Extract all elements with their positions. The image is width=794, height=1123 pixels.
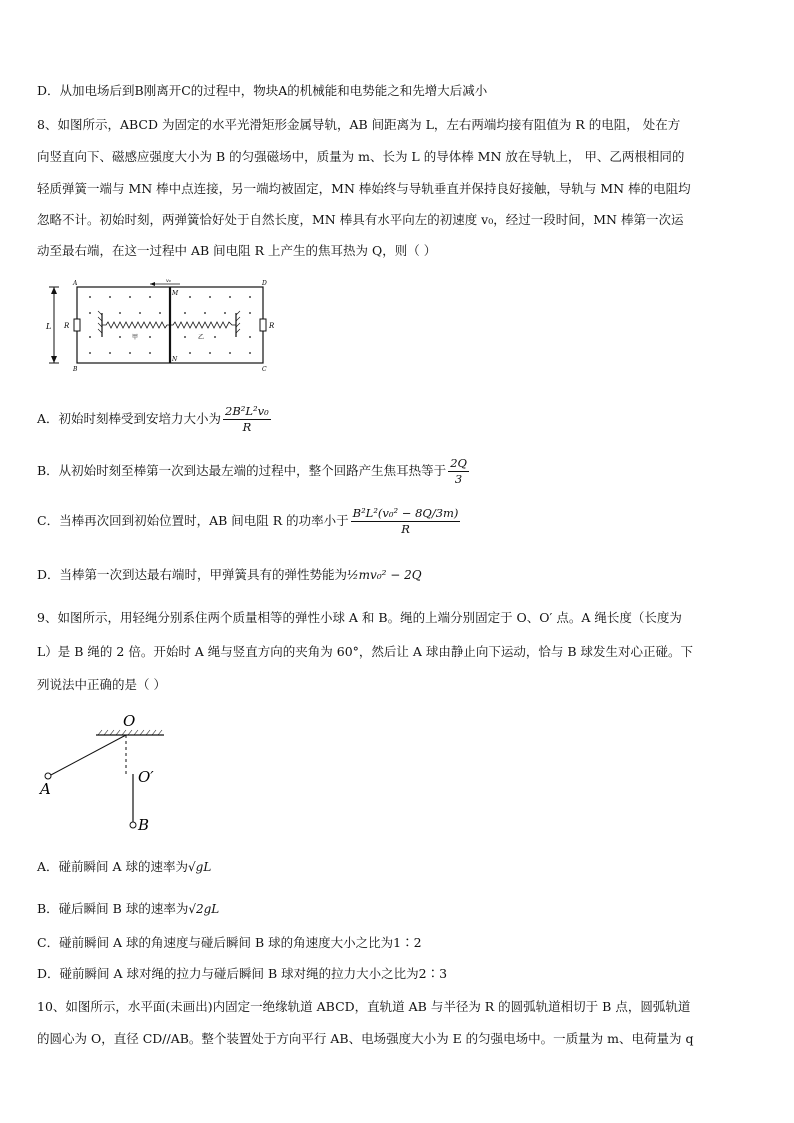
q8-corner-a: A (73, 280, 78, 287)
q8-option-b (37, 456, 469, 487)
q8-resistor-left-label: R (64, 322, 70, 330)
q8-option-c (37, 506, 460, 537)
q8-option-c-numerator: B²L²(v₀² − 8Q/3m) (352, 506, 459, 520)
q8-velocity-label: v₀ (166, 278, 171, 284)
q8-option-d (37, 566, 422, 584)
q8-spring-right-label: 乙 (198, 334, 205, 341)
q9-option-b (37, 900, 219, 918)
q8-option-a-text: A．初始时刻棒受到安培力大小为 (37, 411, 222, 426)
q8-line-2: 向竖直向下、磁感应强度大小为 B 的匀强磁场中，质量为 m、长为 L 的导体棒 MN 放在导轨上， 甲、乙两根相同的 (37, 149, 685, 164)
q10-line-2: 的圆心为 O，直径 CD//AB。整个装置处于方向平行 AB、电场强度大小为 E 的匀强电场中。一质量为 m、电荷量为 q (37, 1031, 694, 1046)
q8-option-d-expression: ½mv₀² − 2Q (347, 568, 422, 582)
q8-option-a-fraction (223, 404, 271, 435)
q9-option-b-text: B．碰后瞬间 B 球的速率为 (37, 901, 189, 916)
q8-corner-c: C (262, 366, 267, 373)
q9-label-o: O (123, 712, 136, 730)
q8-option-a-denominator: R (242, 420, 252, 434)
q9-option-c: C．碰前瞬间 A 球的角速度与碰后瞬间 B 球的角速度大小之比为1∶2 (37, 935, 422, 950)
q8-rod-m: M (172, 290, 179, 297)
q9-option-d: D．碰前瞬间 A 球对绳的拉力与碰后瞬间 B 球对绳的拉力大小之比为2∶3 (37, 966, 448, 981)
q9-line-3: 列说法中正确的是（ ） (37, 677, 166, 692)
q9-pendulum-figure (38, 708, 178, 838)
q8-rail-figure (40, 275, 280, 375)
q8-resistor-right-label: R (269, 322, 275, 330)
q8-option-a-numerator: 2B²L²v₀ (225, 404, 269, 418)
q8-option-b-fraction (448, 456, 469, 487)
q8-option-b-numerator: 2Q (450, 456, 467, 470)
q9-label-o-prime: O′ (138, 768, 154, 786)
q8-line-5: 动至最右端，在这一过程中 AB 间电阻 R 上产生的焦耳热为 Q，则（ ） (37, 243, 437, 258)
q8-option-b-denominator: 3 (454, 472, 463, 486)
q8-option-c-text: C．当棒再次回到初始位置时，AB 间电阻 R 的功率小于 (37, 513, 349, 528)
q7-option-d: D．从加电场后到B刚离开C的过程中，物块A的机械能和电势能之和先增大后减小 (37, 83, 488, 98)
q8-option-c-denominator: R (401, 522, 410, 536)
q9-line-1: 9、如图所示，用轻绳分别系住两个质量相等的弹性小球 A 和 B。绳的上端分别固定于 O、O′ 点。A 绳长度（长度为 (37, 610, 682, 625)
q8-rod-n: N (172, 356, 178, 363)
q8-option-b-text: B．从初始时刻至棒第一次到达最左端的过程中，整个回路产生焦耳热等于 (37, 463, 447, 478)
q8-option-d-text: D．当棒第一次到达最右端时，甲弹簧具有的弹性势能为 (37, 567, 348, 582)
q8-option-a (37, 404, 271, 435)
q9-option-b-expression: √2gL (188, 902, 220, 916)
q9-option-a-expression: √gL (188, 860, 212, 874)
q9-option-a (37, 858, 211, 876)
q8-corner-b: B (73, 366, 78, 373)
q8-spring-left-label: 甲 (132, 334, 139, 341)
q8-line-1: 8、如图所示，ABCD 为固定的水平光滑矩形金属导轨，AB 间距离为 L，左右两端均接有阻值为 R 的电阻， 处在方 (37, 117, 681, 132)
q8-label-l: L (46, 322, 52, 331)
q8-corner-d: D (262, 280, 267, 287)
q8-line-4: 忽略不计。初始时刻，两弹簧恰好处于自然长度，MN 棒具有水平向左的初速度 v₀，经过一段时间，MN 棒第一次运 (37, 212, 684, 227)
q9-label-b: B (138, 816, 150, 834)
q8-line-3: 轻质弹簧一端与 MN 棒中点连接，另一端均被固定，MN 棒始终与导轨垂直并保持良好接触，导轨与 MN 棒的电阻均 (37, 181, 691, 196)
q9-line-2: L）是 B 绳的 2 倍。开始时 A 绳与竖直方向的夹角为 60°，然后让 A 球由静止向下运动，恰与 B 球发生对心正碰。下 (37, 644, 694, 659)
q8-option-c-fraction (351, 506, 461, 537)
q10-line-1: 10、如图所示，水平面(未画出)内固定一绝缘轨道 ABCD，直轨道 AB 与半径为 R 的圆弧轨道相切于 B 点，圆弧轨道 (37, 999, 691, 1014)
q9-option-a-text: A．碰前瞬间 A 球的速率为 (37, 859, 189, 874)
q9-label-a: A (40, 780, 51, 798)
